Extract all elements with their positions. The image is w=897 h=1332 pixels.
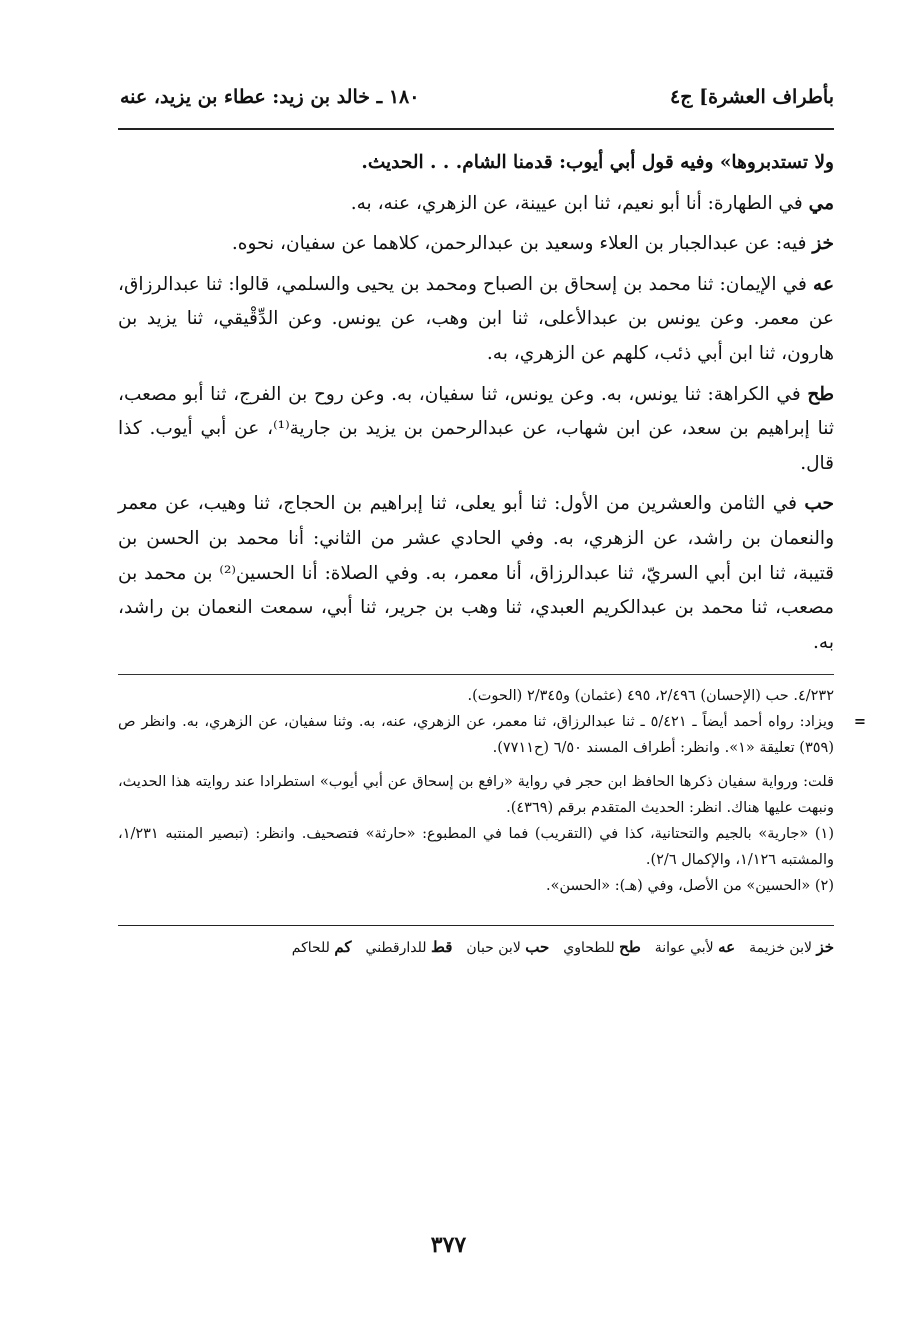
legend-item: خز لابن خزيمة bbox=[749, 938, 834, 957]
header-rule bbox=[118, 128, 834, 130]
page-number: ٣٧٧ bbox=[430, 1232, 467, 1258]
header-title-right: بأطراف العشرة] ج٤ bbox=[670, 86, 834, 108]
continued-note: = ويزاد: رواه أحمد أيضاً ـ ٥/٤٢١ ـ ثنا عبدالرزاق، ثنا معمر، عن الزهري، عنه، به. وثنا سفيان، عن الزهري، به. وانظر ص (٣٥٩) تعليقة «١». وانظر: أطراف المسند ٦/٥٠ (ح٧٧١١). bbox=[118, 709, 834, 761]
footnote-2: (٢) «الحسين» من الأصل، وفي (هـ): «الحسن». bbox=[546, 878, 834, 895]
continuation-marker: = bbox=[853, 713, 866, 731]
source-abbr: طح bbox=[807, 383, 834, 405]
paragraph-4: طح في الكراهة: ثنا يونس، به. وعن يونس، ثنا سفيان، به. وعن روح بن الفرج، ثنا أبو مصعب، ثنا إبراهيم بن سعد، عن ابن شهاب، عن عبدالرحمن بن يزيد بن جارية⁽¹⁾، عن أبي أيوب. كذا قال. bbox=[118, 383, 835, 474]
legend-item: قط للدارقطني bbox=[365, 938, 453, 957]
legend-rule bbox=[118, 925, 834, 926]
abbreviation-legend bbox=[118, 938, 834, 956]
paragraph-5: حب في الثامن والعشرين من الأول: ثنا أبو يعلى، ثنا إبراهيم بن الحجاج، ثنا وهيب، عن معمر والنعمان بن راشد، عن الزهري، به. وفي الحادي عشر من الثاني: أنا محمد بن الحسن بن قتيبة، ثنا ابن أبي السريّ، ثنا عبدالرزاق، أنا معمر، به. وفي الصلاة: أنا الحسين⁽²⁾ بن محمد بن مصعب، ثنا محمد بن عبدالكريم العبدي، ثنا وهب بن جرير، ثنا أبي، سمعت النعمان بن راشد، به. bbox=[118, 493, 835, 653]
header-title-left: ١٨٠ ـ خالد بن زيد: عطاء بن يزيد، عنه bbox=[120, 86, 420, 108]
legend-item: كم للحاكم bbox=[291, 938, 352, 957]
running-header bbox=[118, 82, 834, 118]
comment-note: قلت: ورواية سفيان ذكرها الحافظ ابن حجر في رواية «رافع بن إسحاق عن أبي أيوب» استطرادا عند روايته هذا الحديث، ونبهت عليها هناك. انظر: الحديث المتقدم برقم (٤٣٦٩). bbox=[118, 774, 834, 817]
paragraph-2: خز فيه: عن عبدالجبار بن العلاء وسعيد بن عبدالرحمن، كلاهما عن سفيان، نحوه. bbox=[231, 233, 834, 255]
paragraph-1: مي في الطهارة: أنا أبو نعيم، ثنا ابن عيينة، عن الزهري، عنه، به. bbox=[350, 192, 834, 214]
footnote-rule bbox=[118, 674, 834, 675]
paragraph-3: عه في الإيمان: ثنا محمد بن إسحاق بن الصباح ومحمد بن يحيى والسلمي، قالوا: ثنا عبدالرزاق، عن معمر. وعن يونس بن عبدالأعلى، ثنا ابن وهب، عن يونس. وعن الدِّقْيقي، ثنا يزيد بن هارون، ثنا ابن أبي ذئب، كلهم عن الزهري، به. bbox=[118, 273, 834, 364]
footnotes bbox=[118, 683, 866, 899]
reference-line: ٤/٢٣٢. حب (الإحسان) ٢/٤٩٦، ٤٩٥ (عثمان) و٢/٣٤٥ (الحوت). bbox=[467, 688, 834, 705]
source-abbr: مي bbox=[808, 192, 834, 214]
main-text bbox=[118, 146, 834, 660]
source-abbr: حب bbox=[804, 493, 834, 515]
legend-item: حب لابن حبان bbox=[466, 938, 550, 957]
source-abbr: خز bbox=[812, 233, 834, 255]
legend-item: طح للطحاوي bbox=[563, 938, 641, 957]
footnote-1: (١) «جارية» بالجيم والتحتانية، كذا في (التقريب) فما في المطبوع: «حارثة» فتصحيف. وانظر: (تبصير المنتبه ١/٢٣١، والمشتبه ١/١٢٦، والإكمال ٢/٦). bbox=[118, 826, 834, 869]
book-page bbox=[118, 82, 866, 957]
source-abbr: عه bbox=[813, 273, 834, 295]
legend-item: عه لأبي عوانة bbox=[654, 938, 736, 957]
paragraph-0: ولا تستدبروها» وفيه قول أبي أيوب: قدمنا الشام. . . الحديث. bbox=[361, 152, 834, 173]
